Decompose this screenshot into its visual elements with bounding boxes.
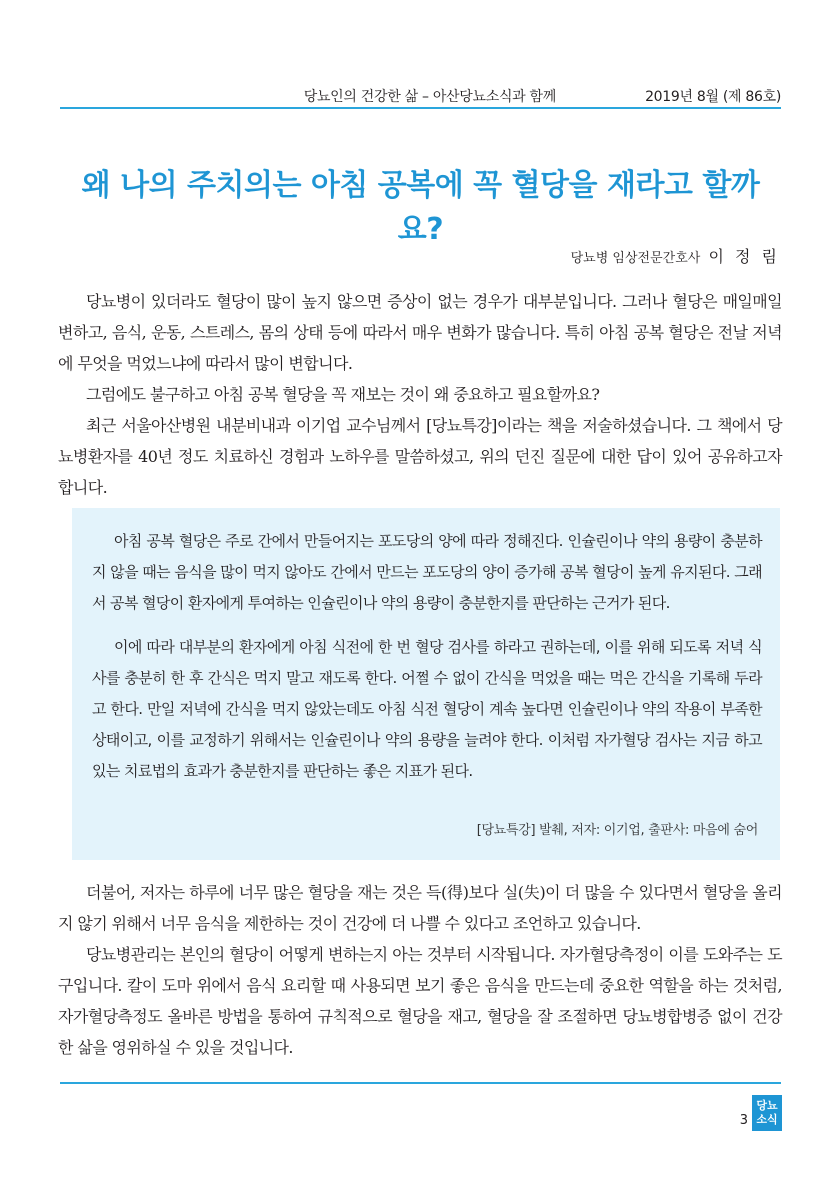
page-header bbox=[60, 82, 781, 108]
author-role: 당뇨병 임상전문간호사 bbox=[570, 251, 701, 266]
paragraph: 당뇨병이 있더라도 혈당이 많이 높지 않으면 증상이 없는 경우가 대부분입니다. 그러나 혈당은 매일매일 변하고, 음식, 운동, 스트레스, 몸의 상태 등에 따라서 매우 변화가 많습니다. 특히 아침 공복 혈당은 전날 저녁에 무엇을 먹었느냐에 따라서 많이 변합니다. bbox=[58, 292, 782, 373]
paragraph: 그럼에도 불구하고 아침 공복 혈당을 꼭 재보는 것이 왜 중요하고 필요할까요? bbox=[86, 385, 600, 404]
quote-paragraph: 아침 공복 혈당은 주로 간에서 만들어지는 포도당의 양에 따라 정해진다. 인슐린이나 약의 용량이 충분하지 않을 때는 음식을 많이 먹지 않아도 간에서 만드는 포도당의 양이 증가해 공복 혈당이 높게 유지된다. 그래서 공복 혈당이 환자에게 투여하는 인슐린이나 약의 용량이 충분한지를 판단하는 근거가 된다. bbox=[92, 532, 762, 612]
issue-label: 2019년 8월 (제 86호) bbox=[645, 89, 781, 105]
paragraph: 당뇨병관리는 본인의 혈당이 어떻게 변하는지 아는 것부터 시작됩니다. 자가혈당측정이 이를 도와주는 도구입니다. 칼이 도마 위에서 음식 요리할 때 사용되면 보기 좋은 음식을 만드는데 중요한 역할을 하는 것처럼, 자가혈당측정도 올바른 방법을 통하여 규칙적으로 혈당을 재고, 혈당을 잘 조절하면 당뇨병합병증 없이 건강한 삶을 영위하실 수 있을 것입니다. bbox=[58, 945, 782, 1057]
quote-source: [당뇨특강] 발췌, 저자: 이기업, 출판사: 마음에 숨어 bbox=[476, 823, 758, 838]
paragraph: 최근 서울아산병원 내분비내과 이기업 교수님께서 [당뇨특강]이라는 책을 저술하셨습니다. 그 책에서 당뇨병환자를 40년 정도 치료하신 경험과 노하우를 말씀하셨고, 위의 던진 질문에 대한 답이 있어 공유하고자 합니다. bbox=[58, 416, 782, 497]
logo-line: 소식 bbox=[756, 1113, 778, 1126]
author-name: 이 정 림 bbox=[708, 247, 780, 266]
logo-line: 당뇨 bbox=[756, 1099, 778, 1112]
article-title: 왜 나의 주치의는 아침 공복에 꼭 혈당을 재라고 할까요? bbox=[81, 168, 760, 247]
publication-title: 당뇨인의 건강한 삶 – 아산당뇨소식과 함께 bbox=[303, 89, 556, 105]
author-line bbox=[571, 244, 780, 267]
page-number: 3 bbox=[739, 1113, 748, 1128]
book-quote-box bbox=[72, 508, 780, 860]
newsletter-logo bbox=[752, 1095, 782, 1131]
intro-section bbox=[58, 286, 782, 503]
closing-section bbox=[58, 877, 782, 1063]
header-divider bbox=[60, 107, 781, 109]
paragraph: 더불어, 저자는 하루에 너무 많은 혈당을 재는 것은 득(得)보다 실(失)이 더 많을 수 있다면서 혈당을 올리지 않기 위해서 너무 음식을 제한하는 것이 건강에 더 나쁠 수 있다고 조언하고 있습니다. bbox=[58, 883, 782, 933]
footer-divider bbox=[60, 1082, 781, 1084]
quote-paragraph: 이에 따라 대부분의 환자에게 아침 식전에 한 번 혈당 검사를 하라고 권하는데, 이를 위해 되도록 저녁 식사를 충분히 한 후 간식은 먹지 말고 재도록 한다. 어쩔 수 없이 간식을 먹었을 때는 먹은 간식을 기록해 두라고 한다. 만일 저녁에 간식을 먹지 않았는데도 아침 식전 혈당이 계속 높다면 인슐린이나 약의 작용이 부족한 상태이고, 이를 교정하기 위해서는 인슐린이나 약의 용량을 늘려야 한다. 이처럼 자가혈당 검사는 지금 하고 있는 치료법의 효과가 충분한지를 판단하는 좋은 지표가 된다. bbox=[92, 638, 762, 780]
